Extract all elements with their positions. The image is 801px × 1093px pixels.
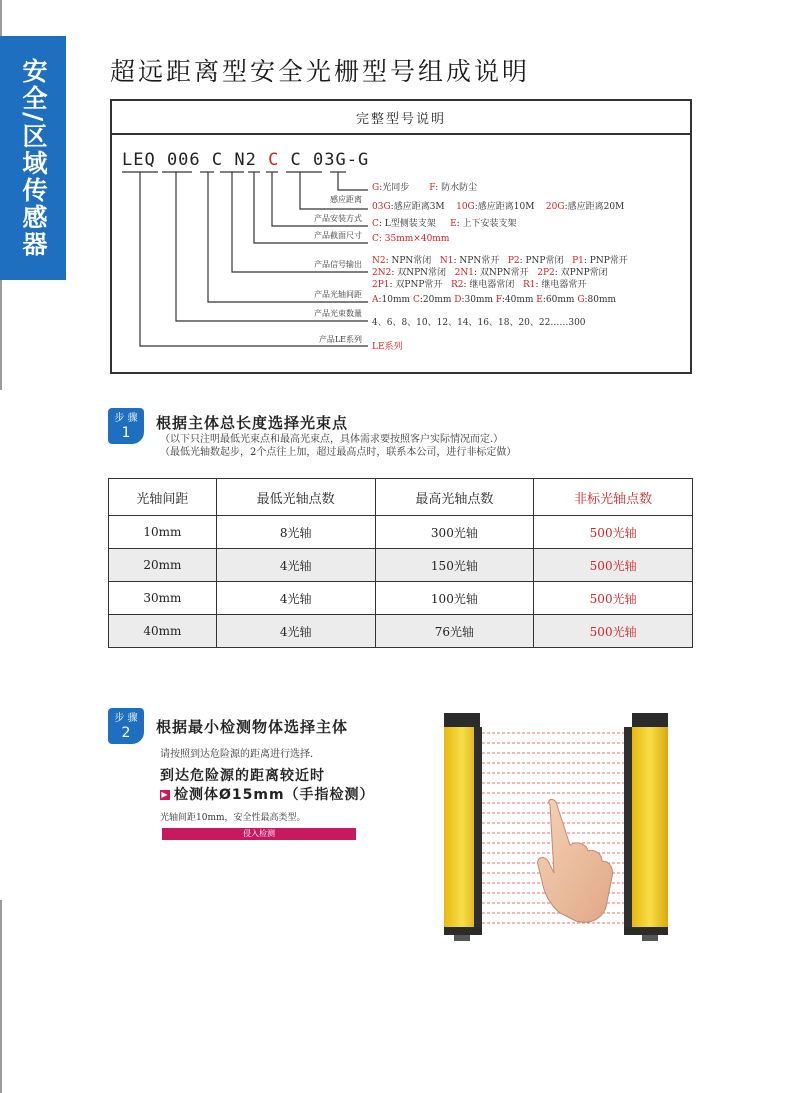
step-badge-number: 2 [121, 725, 131, 741]
model-box-header: 完整型号说明 [112, 101, 690, 135]
label-series: 产品LE系列 [318, 335, 362, 344]
model-code-red-part: C [268, 150, 280, 170]
light-curtain-illustration [400, 705, 702, 975]
table-cell: 8光轴 [216, 516, 375, 549]
header-pitch: 光轴间距 [109, 479, 217, 516]
table-cell: 500光轴 [534, 516, 693, 549]
options-section: C: 35mm×40mm [372, 234, 450, 244]
options-distance: 03G:感应距离3M 10G:感应距离10M 20G:感应距离20M [372, 202, 625, 212]
label-distance: 感应距离 [330, 195, 362, 204]
header-max: 最高光轴点数 [375, 479, 534, 516]
step1-note1: （以下只注明最低光束点和最高光束点，具体需求要按照客户实际情况而定.） [160, 434, 504, 445]
table-cell: 4光轴 [216, 582, 375, 615]
table-header-row [109, 479, 693, 516]
label-mount: 产品安装方式 [314, 214, 362, 223]
options-beams: 4、6、8、10、12、14、16、18、20、22……300 [372, 318, 586, 328]
table-cell: 100光轴 [375, 582, 534, 615]
table-cell: 20mm [109, 549, 217, 582]
table-cell: 40mm [109, 615, 217, 648]
right-receiver [624, 713, 668, 941]
step2-title: 根据最小检测物体选择主体 [156, 718, 349, 736]
finger-hand-icon [538, 799, 613, 922]
table-cell: 500光轴 [534, 582, 693, 615]
step2-badge [108, 708, 144, 744]
model-code-part: LEQ 006 C N2 [122, 150, 269, 170]
table-row [109, 582, 693, 615]
label-section: 产品截面尺寸 [314, 231, 362, 240]
table-cell: 150光轴 [375, 549, 534, 582]
table-cell: 500光轴 [534, 615, 693, 648]
options-series: LE系列 [372, 342, 403, 352]
options-sync: G:光同步 F: 防水防尘 [372, 183, 478, 193]
label-beams: 产品光束数量 [314, 309, 362, 318]
table-cell: 300光轴 [375, 516, 534, 549]
step2-line1: 请按照到达危险源的距离进行选择. [160, 749, 314, 760]
table-cell: 76光轴 [375, 615, 534, 648]
play-arrow-icon: ▶ [161, 790, 169, 799]
step1-note2: （最低光轴数起步，2个点往上加，超过最高点时，联系本公司，进行非标定做） [160, 447, 517, 458]
options-signal-row2: 2N2: 双NPN常闭 2N1: 双NPN常开 2P2: 双PNP常闭 [372, 268, 608, 278]
step2-line2: 到达危险源的距离较近时 [160, 768, 325, 784]
table-row [109, 516, 693, 549]
step-badge-number: 1 [121, 425, 131, 441]
side-category-tab: 安全/区域传感器 [0, 36, 66, 280]
options-mount: C: L型侧装支架 E: 上下安装支架 [372, 219, 517, 229]
options-pitch: A:10mm C:20mm D:30mm F:40mm E:60mm G:80mm [372, 295, 617, 305]
table-cell: 4光轴 [216, 615, 375, 648]
model-code-part: C 03G-G [279, 150, 370, 170]
step1-title: 根据主体总长度选择光束点 [156, 414, 349, 432]
label-signal: 产品信号输出 [314, 260, 362, 269]
left-emitter [444, 713, 482, 941]
step-badge-label: 步 骤 [114, 413, 138, 424]
step1-badge [108, 408, 144, 444]
step2-line3: 检测体Ø15mm（手指检测） [174, 787, 375, 803]
table-cell: 500光轴 [534, 549, 693, 582]
label-pitch: 产品光轴间距 [314, 290, 362, 299]
table-cell: 30mm [109, 582, 217, 615]
step2-line3-wrap [160, 784, 375, 804]
header-min: 最低光轴点数 [216, 479, 375, 516]
step2-line4: 光轴间距10mm，安全性最高类型。 [160, 813, 306, 823]
table-row [109, 615, 693, 648]
spec-table [108, 478, 693, 648]
table-row [109, 549, 693, 582]
step-badge-label: 步 骤 [114, 713, 138, 724]
table-cell: 4光轴 [216, 549, 375, 582]
options-signal-row3: 2P1: 双PNP常开 R2: 继电器常闭 R1: 继电器常开 [372, 280, 587, 290]
options-signal-row1: N2: NPN常闭 N1: NPN常开 P2: PNP常闭 P1: PNP常开 [372, 256, 628, 266]
page-title: 超远距离型安全光栅型号组成说明 [110, 57, 531, 86]
intrusion-detection-bar: 侵入检测 [162, 828, 356, 840]
header-nonstandard: 非标光轴点数 [534, 479, 693, 516]
table-cell: 10mm [109, 516, 217, 549]
